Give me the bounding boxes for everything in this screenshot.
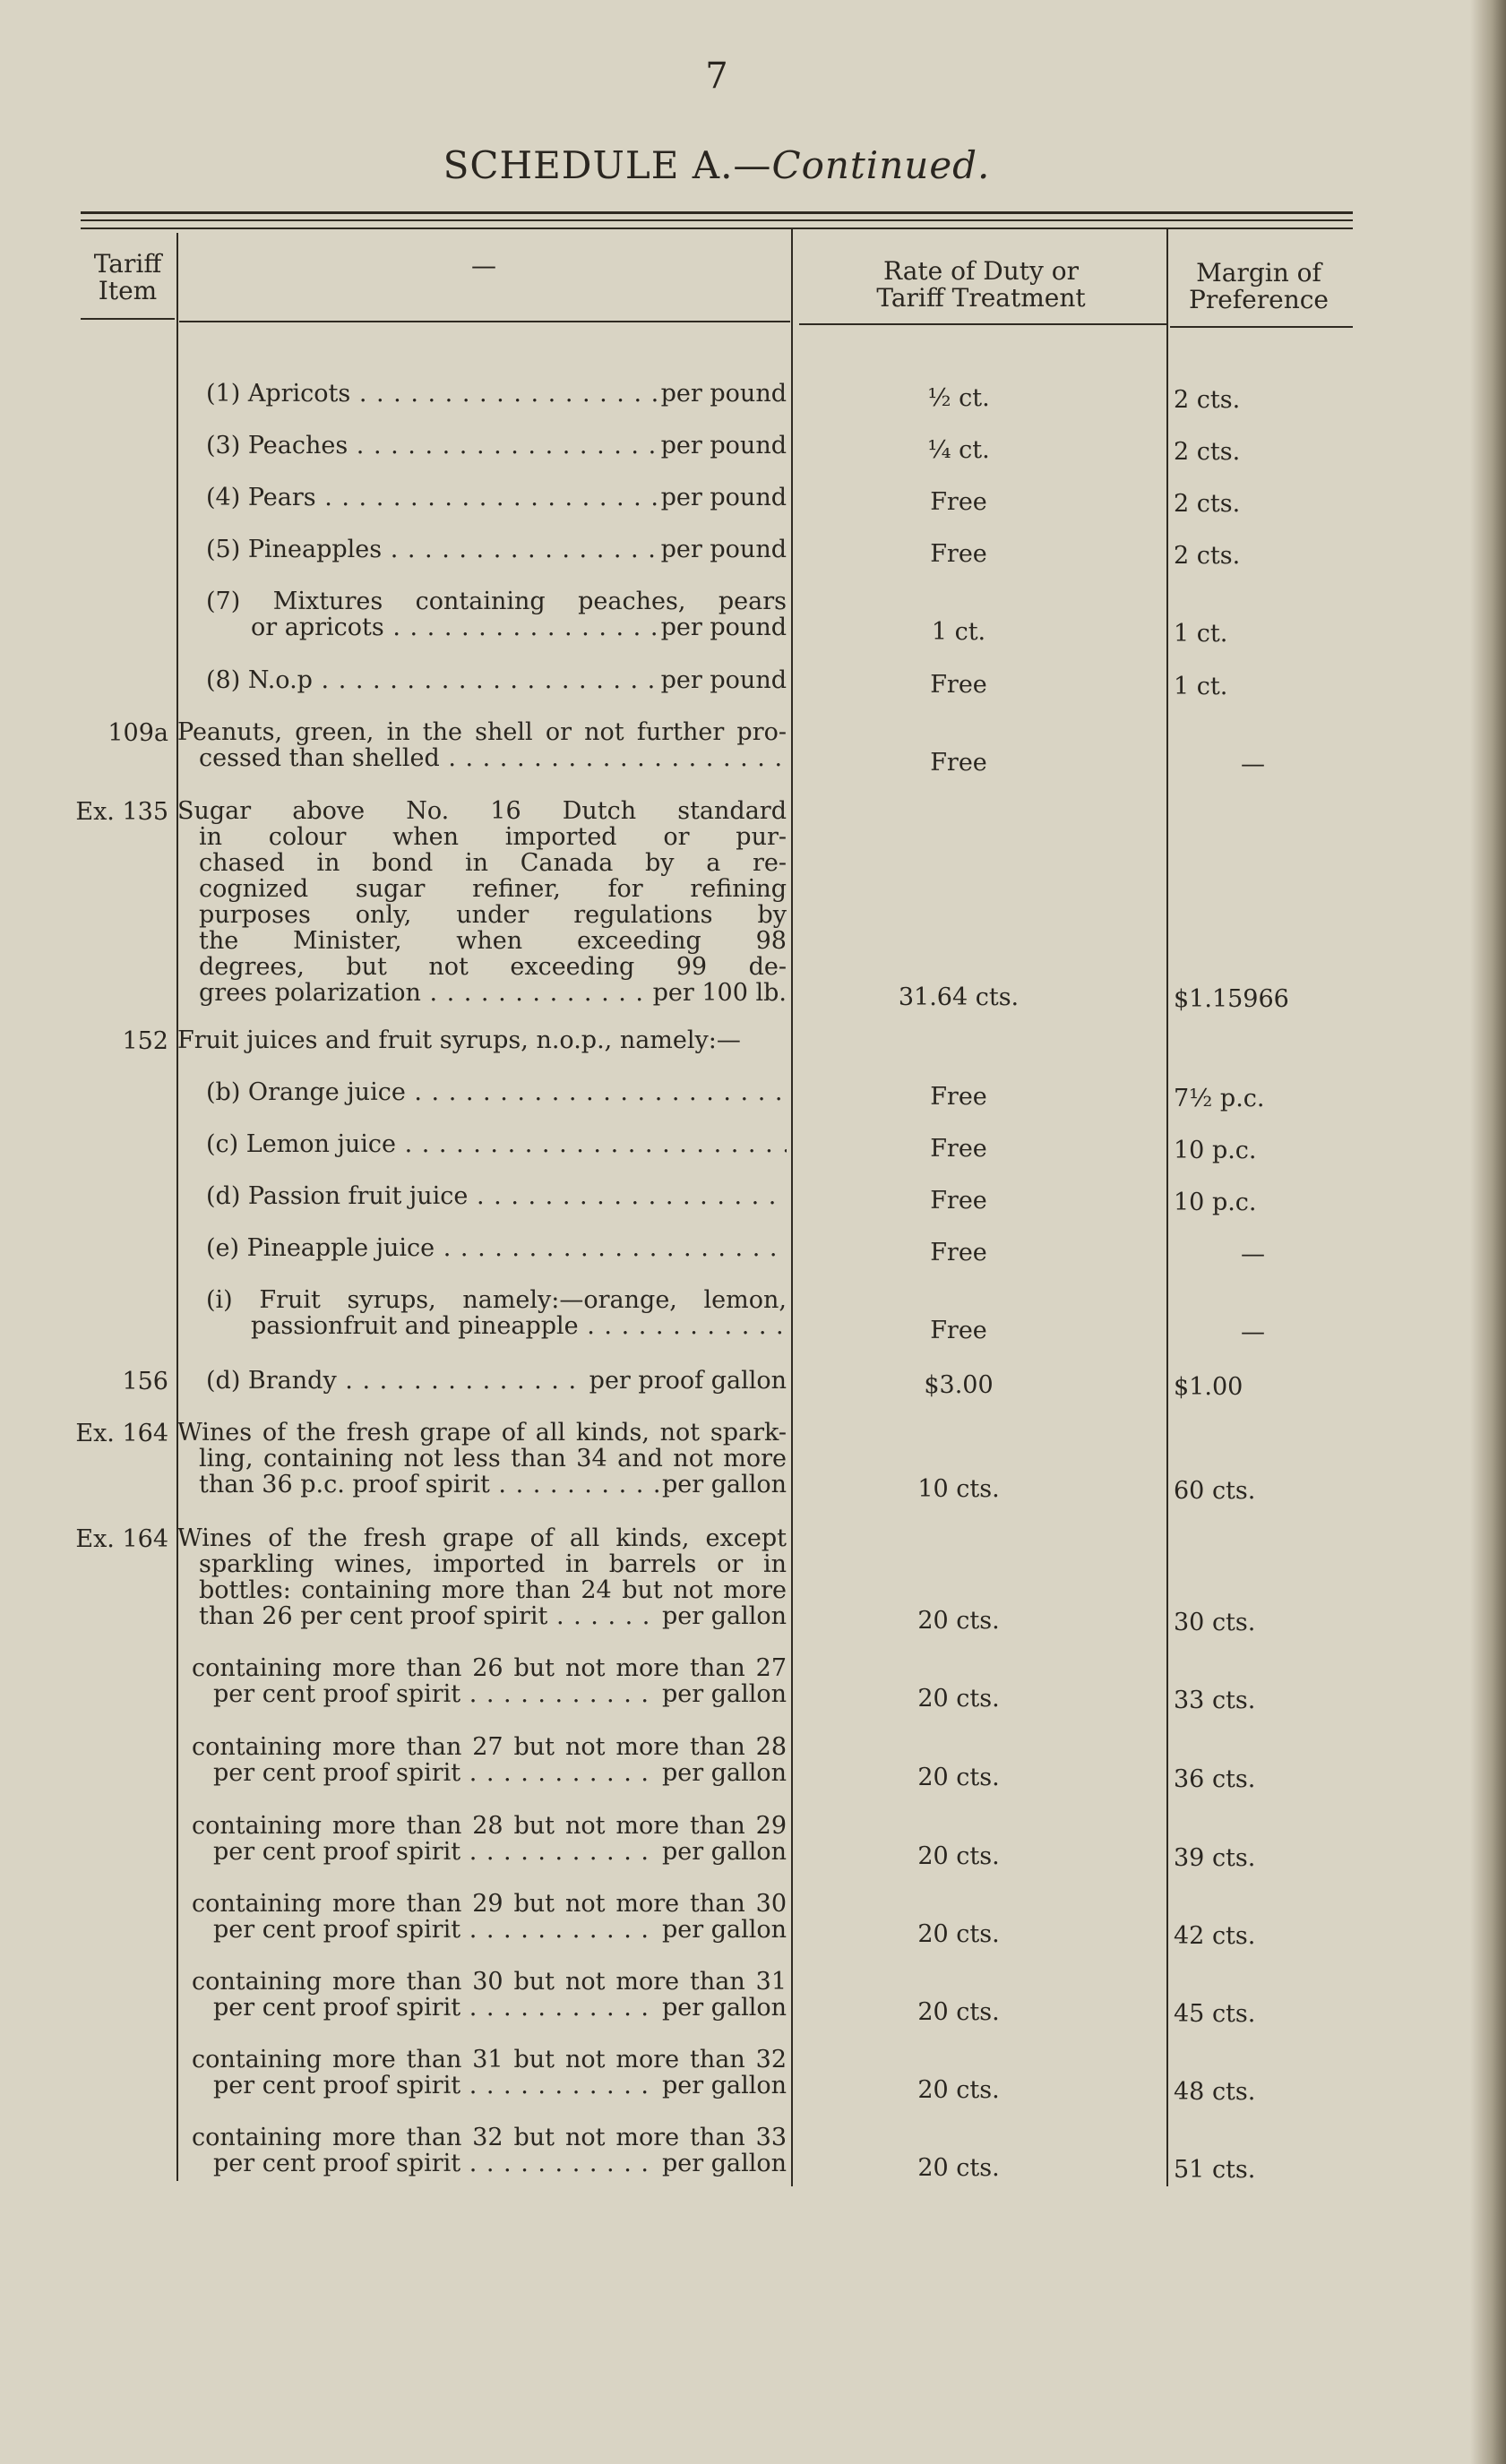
description-line xyxy=(206,667,787,693)
title-main: SCHEDULE A.— xyxy=(443,143,772,187)
description-text: Wines of the fresh grape of all kinds, except xyxy=(177,1524,787,1552)
item-description xyxy=(206,1235,787,1261)
margin-of-preference: 33 cts. xyxy=(1174,1687,1256,1714)
description-text: (1) Apricots . . . xyxy=(206,381,658,407)
rate-of-duty: 10 cts. xyxy=(917,1475,1000,1503)
header-rule-margin xyxy=(1170,326,1353,328)
description-text: containing more than 27 but not more than 28 xyxy=(192,1733,787,1761)
vrule-rate xyxy=(1166,229,1168,2186)
description-text: chased in bond in Canada by a re- xyxy=(199,849,787,877)
description-text: Fruit juices and fruit syrups, n.o.p., namely:— xyxy=(177,1026,741,1054)
rate-of-duty: Free xyxy=(930,671,987,699)
description-line xyxy=(192,1839,787,1865)
unit-text: per gallon xyxy=(661,1838,787,1866)
unit-text: per gallon xyxy=(661,2150,787,2177)
description-line xyxy=(206,433,787,459)
tariff-item-number: 109a xyxy=(108,719,168,747)
page-number: 7 xyxy=(705,56,728,97)
rate-of-duty: $3.00 xyxy=(924,1371,994,1399)
rate-of-duty: ¼ ct. xyxy=(927,436,990,464)
item-description xyxy=(192,1655,787,1707)
description-line xyxy=(177,850,787,876)
rate-of-duty: 20 cts. xyxy=(917,1607,1000,1635)
description-line xyxy=(177,1446,787,1472)
description-text: sparkling wines, imported in barrels or in xyxy=(199,1550,787,1578)
description-text: (7) Mixtures containing peaches, pears xyxy=(206,588,787,615)
description-line xyxy=(192,1681,787,1707)
description-text: (3) Peaches . . . xyxy=(206,433,658,459)
margin-of-preference: 10 p.c. xyxy=(1174,1189,1257,1216)
margin-of-preference: 2 cts. xyxy=(1174,386,1241,414)
rate-of-duty: Free xyxy=(930,1317,987,1344)
unit-text: per 100 lb. xyxy=(652,979,787,1007)
header-description xyxy=(179,253,788,279)
description-line xyxy=(192,2151,787,2176)
margin-of-preference: 10 p.c. xyxy=(1174,1137,1257,1164)
description-line xyxy=(192,2047,787,2073)
description-text: than 36 p.c. proof spirit . . . xyxy=(199,1472,658,1498)
description-text: Sugar above No. 16 Dutch standard xyxy=(177,797,787,825)
item-description xyxy=(206,537,787,562)
description-text: per cent proof spirit . . . xyxy=(213,1839,658,1865)
unit-text: per gallon xyxy=(661,1759,787,1787)
description-text: per cent proof spirit . . . xyxy=(213,1995,658,2021)
unit-text: per gallon xyxy=(661,1680,787,1708)
item-description xyxy=(192,1969,787,2021)
description-text: (b) Orange juice . . . xyxy=(206,1079,787,1105)
item-description xyxy=(206,1131,787,1157)
margin-of-preference: $1.00 xyxy=(1174,1373,1244,1401)
rate-of-duty: 20 cts. xyxy=(917,1685,1000,1713)
margin-of-preference: 39 cts. xyxy=(1174,1844,1256,1872)
page-edge-shadow xyxy=(1470,0,1506,2464)
description-text: in colour when imported or pur- xyxy=(199,823,787,851)
header-margin-line1: Margin of xyxy=(1196,258,1321,288)
unit-text: per gallon xyxy=(661,1471,787,1498)
description-text: containing more than 32 but not more than 33 xyxy=(192,2124,787,2151)
rate-of-duty: Free xyxy=(930,1083,987,1111)
description-text: per cent proof spirit . . . xyxy=(213,1681,658,1707)
rate-of-duty: 31.64 cts. xyxy=(898,983,1020,1011)
margin-of-preference: 7½ p.c. xyxy=(1174,1085,1265,1112)
description-text: degrees, but not exceeding 99 de- xyxy=(199,953,787,981)
unit-text: per pound xyxy=(660,666,787,694)
description-text: (d) Passion fruit juice . . . xyxy=(206,1183,787,1209)
header-rule-rate xyxy=(799,323,1166,325)
description-text: containing more than 28 but not more than 29 xyxy=(192,1812,787,1840)
description-line xyxy=(206,1368,787,1394)
description-text: (e) Pineapple juice . . . xyxy=(206,1235,787,1261)
item-description xyxy=(206,1079,787,1105)
vrule-item xyxy=(176,233,178,2181)
description-line xyxy=(206,1313,787,1339)
top-rule-2 xyxy=(81,219,1353,221)
description-line xyxy=(177,954,787,980)
description-line xyxy=(192,2073,787,2099)
description-line xyxy=(177,902,787,928)
description-text: containing more than 30 but not more than 31 xyxy=(192,1968,787,1996)
schedule-title xyxy=(0,143,1433,187)
item-description xyxy=(192,2125,787,2176)
description-line xyxy=(177,876,787,902)
description-text: passionfruit and pineapple . . . xyxy=(251,1313,787,1339)
top-rule-3 xyxy=(81,228,1353,229)
description-line xyxy=(177,980,787,1006)
description-line xyxy=(192,2125,787,2151)
unit-text: per proof gallon xyxy=(589,1367,787,1395)
unit-text: per pound xyxy=(660,484,787,511)
item-description xyxy=(177,1420,787,1498)
tariff-item-number: Ex. 164 xyxy=(75,1525,168,1553)
description-line xyxy=(206,614,787,640)
item-description xyxy=(206,1368,787,1394)
title-italic: Continued. xyxy=(771,143,991,187)
description-text: bottles: containing more than 24 but not more xyxy=(199,1576,787,1604)
item-description xyxy=(192,1813,787,1865)
description-line xyxy=(192,1917,787,1943)
item-description xyxy=(206,667,787,693)
description-line xyxy=(206,485,787,511)
description-line xyxy=(192,1995,787,2021)
description-text: than 26 per cent proof spirit . . . xyxy=(199,1603,658,1629)
item-description xyxy=(206,381,787,407)
item-description xyxy=(206,1183,787,1209)
margin-of-preference: 1 ct. xyxy=(1174,620,1228,648)
header-rule-desc xyxy=(179,321,790,322)
header-tariff-item-line2: Item xyxy=(98,276,158,305)
description-line xyxy=(206,1183,787,1209)
margin-of-preference: 36 cts. xyxy=(1174,1765,1256,1793)
rate-of-duty: Free xyxy=(930,1135,987,1163)
description-text: (d) Brandy . . . xyxy=(206,1368,586,1394)
description-line xyxy=(177,1420,787,1446)
header-rule-item xyxy=(81,318,175,320)
tariff-item-number: Ex. 164 xyxy=(75,1420,168,1447)
description-text: containing more than 26 but not more than 27 xyxy=(192,1654,787,1682)
unit-text: per pound xyxy=(660,432,787,459)
description-text: (5) Pineapples . . . xyxy=(206,537,658,562)
description-text: (4) Pears . . . xyxy=(206,485,658,511)
unit-text: per pound xyxy=(660,380,787,408)
description-line xyxy=(177,1525,787,1551)
item-description xyxy=(206,1287,787,1339)
unit-text: per gallon xyxy=(661,1916,787,1944)
margin-of-preference: 2 cts. xyxy=(1174,438,1241,466)
header-rate-line1: Rate of Duty or xyxy=(883,256,1079,286)
header-tariff-item xyxy=(81,251,175,305)
header-tariff-item-line1: Tariff xyxy=(93,249,162,279)
header-rate xyxy=(797,258,1165,312)
item-description xyxy=(206,588,787,640)
margin-of-preference: 45 cts. xyxy=(1174,2000,1256,2028)
rate-of-duty: 20 cts. xyxy=(917,1920,1000,1948)
item-description xyxy=(206,433,787,459)
description-line xyxy=(192,1891,787,1917)
description-line xyxy=(192,1734,787,1760)
item-description xyxy=(192,1734,787,1786)
header-description-dash: — xyxy=(471,251,496,280)
description-line xyxy=(177,798,787,824)
description-text: purposes only, under regulations by xyxy=(199,901,787,929)
description-text: per cent proof spirit . . . xyxy=(213,1760,658,1786)
description-line xyxy=(206,1235,787,1261)
description-text: cessed than shelled . . . xyxy=(199,745,787,771)
margin-of-preference: — xyxy=(1241,1241,1265,1268)
item-description xyxy=(192,2047,787,2099)
description-text: ling, containing not less than 34 and not more xyxy=(199,1445,787,1472)
description-text: per cent proof spirit . . . xyxy=(213,1917,658,1943)
margin-of-preference: 30 cts. xyxy=(1174,1609,1256,1636)
unit-text: per pound xyxy=(660,536,787,563)
item-description xyxy=(192,1891,787,1943)
top-rule-1 xyxy=(81,211,1353,214)
description-text: per cent proof spirit . . . xyxy=(213,2073,658,2099)
rate-of-duty: Free xyxy=(930,488,987,516)
tariff-item-number: Ex. 135 xyxy=(75,798,168,826)
description-line xyxy=(177,745,787,771)
item-description xyxy=(177,719,787,771)
tariff-item-number: 156 xyxy=(122,1368,168,1395)
margin-of-preference: 42 cts. xyxy=(1174,1922,1256,1950)
description-line xyxy=(177,824,787,850)
description-text: or apricots . . . xyxy=(251,614,658,640)
description-line xyxy=(177,719,787,745)
rate-of-duty: 20 cts. xyxy=(917,2154,1000,2182)
description-line xyxy=(206,381,787,407)
description-text: (i) Fruit syrups, namely:—orange, lemon, xyxy=(206,1286,787,1314)
description-text: Peanuts, green, in the shell or not further pro- xyxy=(177,718,787,746)
rate-of-duty: Free xyxy=(930,540,987,568)
margin-of-preference: 51 cts. xyxy=(1174,2156,1256,2184)
unit-text: per gallon xyxy=(661,1602,787,1630)
description-line xyxy=(177,1472,787,1498)
margin-of-preference: 2 cts. xyxy=(1174,490,1241,518)
description-text: containing more than 31 but not more than 32 xyxy=(192,2046,787,2073)
margin-of-preference: 48 cts. xyxy=(1174,2078,1256,2106)
unit-text: per pound xyxy=(660,614,787,641)
rate-of-duty: Free xyxy=(930,1239,987,1266)
rate-of-duty: 1 ct. xyxy=(931,618,986,646)
margin-of-preference: $1.15966 xyxy=(1174,985,1289,1013)
item-description xyxy=(206,485,787,511)
margin-of-preference: 1 ct. xyxy=(1174,673,1228,700)
header-rate-line2: Tariff Treatment xyxy=(876,283,1086,313)
rate-of-duty: 20 cts. xyxy=(917,1842,1000,1870)
rate-of-duty: ½ ct. xyxy=(927,384,990,412)
margin-of-preference: — xyxy=(1241,1318,1265,1346)
header-margin-line2: Preference xyxy=(1189,285,1329,314)
vrule-desc xyxy=(791,229,793,2186)
description-text: (8) N.o.p . . . xyxy=(206,667,658,693)
description-line xyxy=(177,1603,787,1629)
description-text: cognized sugar refiner, for refining xyxy=(199,875,787,903)
rate-of-duty: Free xyxy=(930,749,987,777)
description-line xyxy=(192,1813,787,1839)
description-line xyxy=(177,1577,787,1603)
description-line xyxy=(206,537,787,562)
description-line xyxy=(206,588,787,614)
item-description xyxy=(177,798,787,1006)
margin-of-preference: 60 cts. xyxy=(1174,1477,1256,1505)
description-text: per cent proof spirit . . . xyxy=(213,2151,658,2176)
rate-of-duty: Free xyxy=(930,1187,987,1215)
description-text: containing more than 29 but not more than 30 xyxy=(192,1890,787,1918)
description-line xyxy=(177,928,787,954)
description-line xyxy=(192,1760,787,1786)
unit-text: per gallon xyxy=(661,1994,787,2022)
rate-of-duty: 20 cts. xyxy=(917,1998,1000,2026)
description-text: Wines of the fresh grape of all kinds, not spark- xyxy=(177,1419,787,1447)
margin-of-preference: 2 cts. xyxy=(1174,542,1241,570)
description-text: the Minister, when exceeding 98 xyxy=(199,927,787,955)
item-description xyxy=(177,1525,787,1629)
description-line xyxy=(192,1969,787,1995)
description-line xyxy=(177,1551,787,1577)
item-description xyxy=(177,1027,787,1053)
description-text: grees polarization . . . xyxy=(199,980,650,1006)
rate-of-duty: 20 cts. xyxy=(917,1764,1000,1791)
header-margin xyxy=(1169,260,1348,313)
unit-text: per gallon xyxy=(661,2072,787,2099)
description-line xyxy=(206,1287,787,1313)
description-line xyxy=(192,1655,787,1681)
margin-of-preference: — xyxy=(1241,751,1265,778)
description-line xyxy=(177,1027,787,1053)
tariff-item-number: 152 xyxy=(122,1027,168,1055)
rate-of-duty: 20 cts. xyxy=(917,2076,1000,2104)
description-line xyxy=(206,1131,787,1157)
description-line xyxy=(206,1079,787,1105)
description-text: (c) Lemon juice . . . xyxy=(206,1131,787,1157)
